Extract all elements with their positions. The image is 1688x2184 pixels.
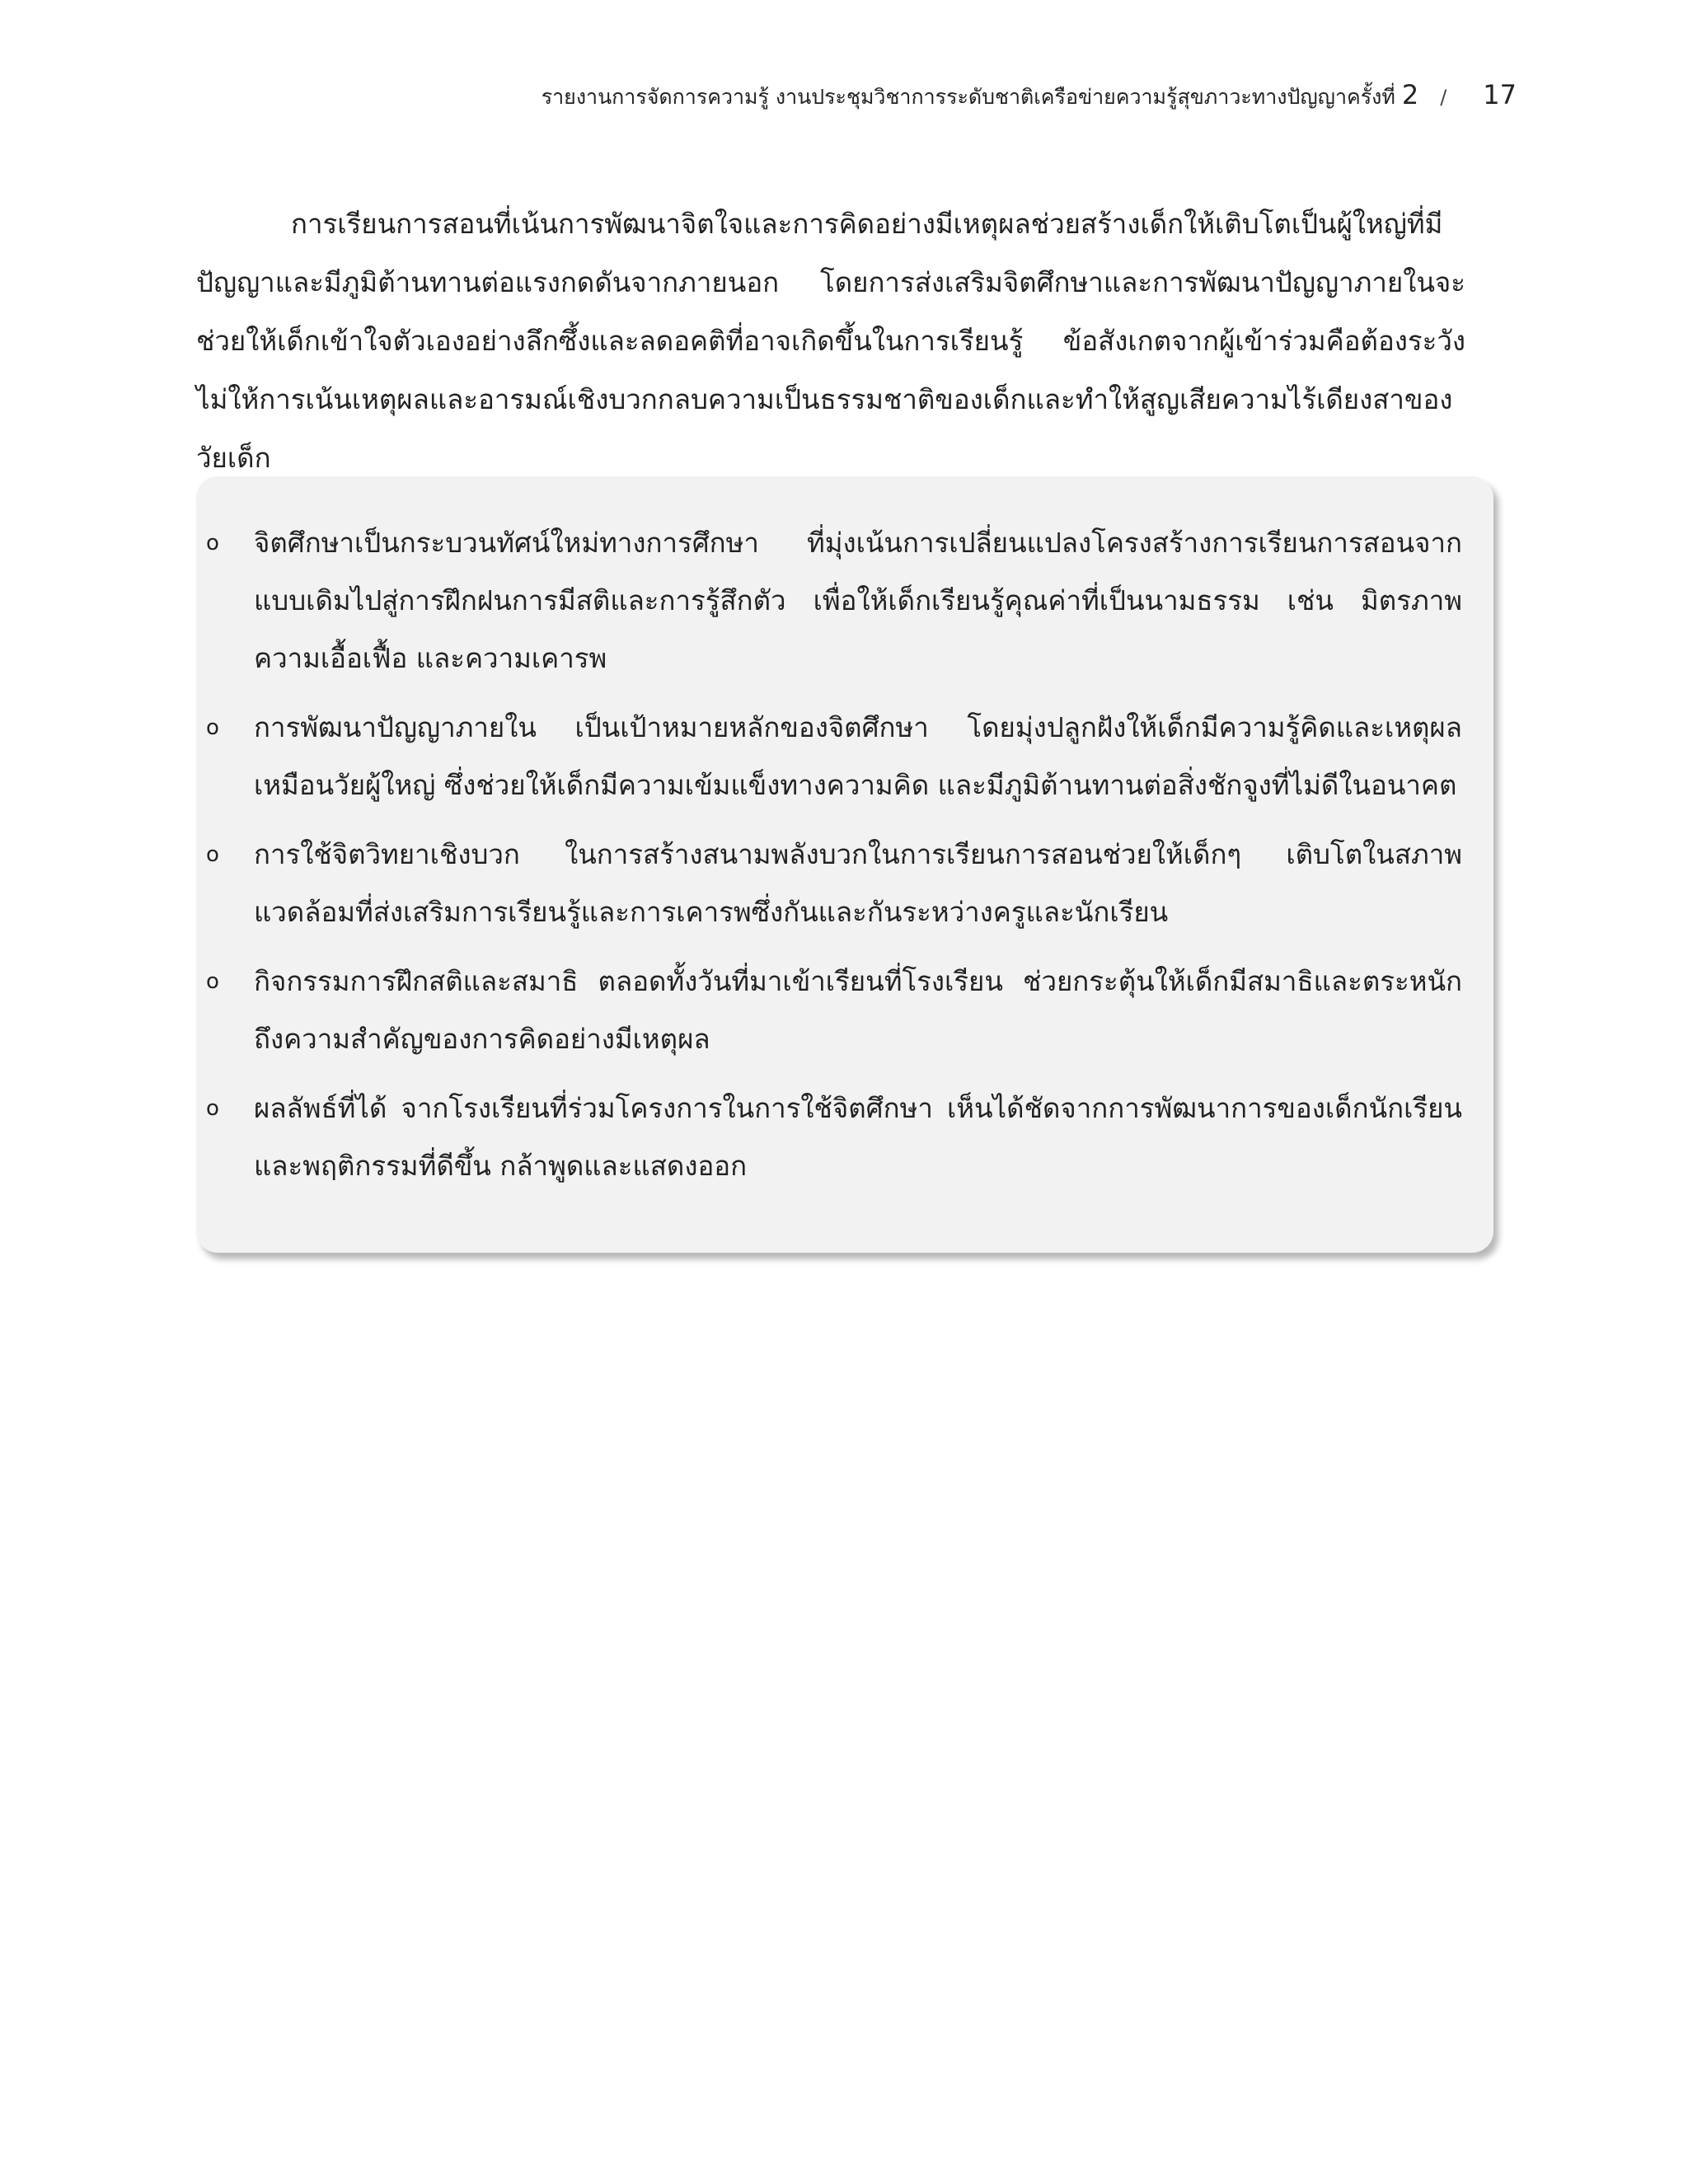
hollow-circle-bullet-icon: o xyxy=(206,531,219,555)
header-edition: 2 xyxy=(1401,79,1419,110)
hollow-circle-bullet-icon: o xyxy=(206,842,219,867)
list-item-text: การพัฒนาปัญญาภายใน เป็นเป้าหมายหลักของจิตศึกษา โดยมุ่งปลูกฝังให้เด็กมีความรู้คิดและเหตุผลเหมือนวัยผู้ใหญ่ ซึ่งช่วยให้เด็กมีความเข้มแข็งทางความคิด และมีภูมิต้านทานต่อสิ่งชักจูงที่ไม่ดีในอนาคต xyxy=(254,711,1462,801)
summary-panel xyxy=(196,476,1493,1253)
header-title-text: รายงานการจัดการความรู้ งานประชุมวิชาการระดับชาติเครือข่ายความรู้สุขภาวะทางปัญญาครั้งที่ xyxy=(541,85,1395,109)
list-item-text: กิจกรรมการฝึกสติและสมาธิ ตลอดทั้งวันที่มาเข้าเรียนที่โรงเรียน ช่วยกระตุ้นให้เด็กมีสมาธิและตระหนักถึงความสำคัญของการคิดอย่างมีเหตุผล xyxy=(254,965,1462,1055)
list-item xyxy=(206,826,1462,941)
header-title xyxy=(542,79,1418,114)
list-item xyxy=(206,699,1462,814)
hollow-circle-bullet-icon: o xyxy=(206,715,219,740)
list-item xyxy=(206,514,1462,687)
intro-paragraph: การเรียนการสอนที่เน้นการพัฒนาจิตใจและการคิดอย่างมีเหตุผลช่วยสร้างเด็กให้เติบโตเป็นผู้ใหญ่ที่มีปัญญาและมีภูมิต้านทานต่อแรงกดดันจากภายนอก โดยการส่งเสริมจิตศึกษาและการพัฒนาปัญญาภายในจะช่วยให้เด็กเข้าใจตัวเองอย่างลึกซึ้งและลดอคติที่อาจเกิดขึ้นในการเรียนรู้ ข้อสังเกตจากผู้เข้าร่วมคือต้องระวังไม่ให้การเน้นเหตุผลและอารมณ์เชิงบวกกลบความเป็นธรรมชาติของเด็กและทำให้สูญเสียความไร้เดียงสาของวัยเด็ก xyxy=(196,208,1465,474)
hollow-circle-bullet-icon: o xyxy=(206,969,219,994)
list-item-text: ผลลัพธ์ที่ได้ จากโรงเรียนที่ร่วมโครงการในการใช้จิตศึกษา เห็นได้ชัดจากการพัฒนาการของเด็กนักเรียน และพฤติกรรมที่ดีขึ้น กล้าพูดและแสดงออก xyxy=(254,1092,1462,1182)
page-number: 17 xyxy=(1483,79,1517,110)
list-item xyxy=(206,953,1462,1068)
running-header xyxy=(542,79,1517,114)
hollow-circle-bullet-icon: o xyxy=(206,1096,219,1121)
header-separator: / xyxy=(1440,86,1447,109)
list-item xyxy=(206,1080,1462,1195)
list-item-text: จิตศึกษาเป็นกระบวนทัศน์ใหม่ทางการศึกษา ที่มุ่งเน้นการเปลี่ยนแปลงโครงสร้างการเรียนการสอนจากแบบเดิมไปสู่การฝึกฝนการมีสติและการรู้สึกตัว เพื่อให้เด็กเรียนรู้คุณค่าที่เป็นนามธรรม เช่น มิตรภาพ ความเอื้อเฟื้อ และความเคารพ xyxy=(254,527,1462,674)
summary-list xyxy=(196,476,1493,1195)
list-item-text: การใช้จิตวิทยาเชิงบวก ในการสร้างสนามพลังบวกในการเรียนการสอนช่วยให้เด็กๆ เติบโตในสภาพแวดล้อมที่ส่งเสริมการเรียนรู้และการเคารพซึ่งกันและกันระหว่างครูและนักเรียน xyxy=(254,838,1462,928)
